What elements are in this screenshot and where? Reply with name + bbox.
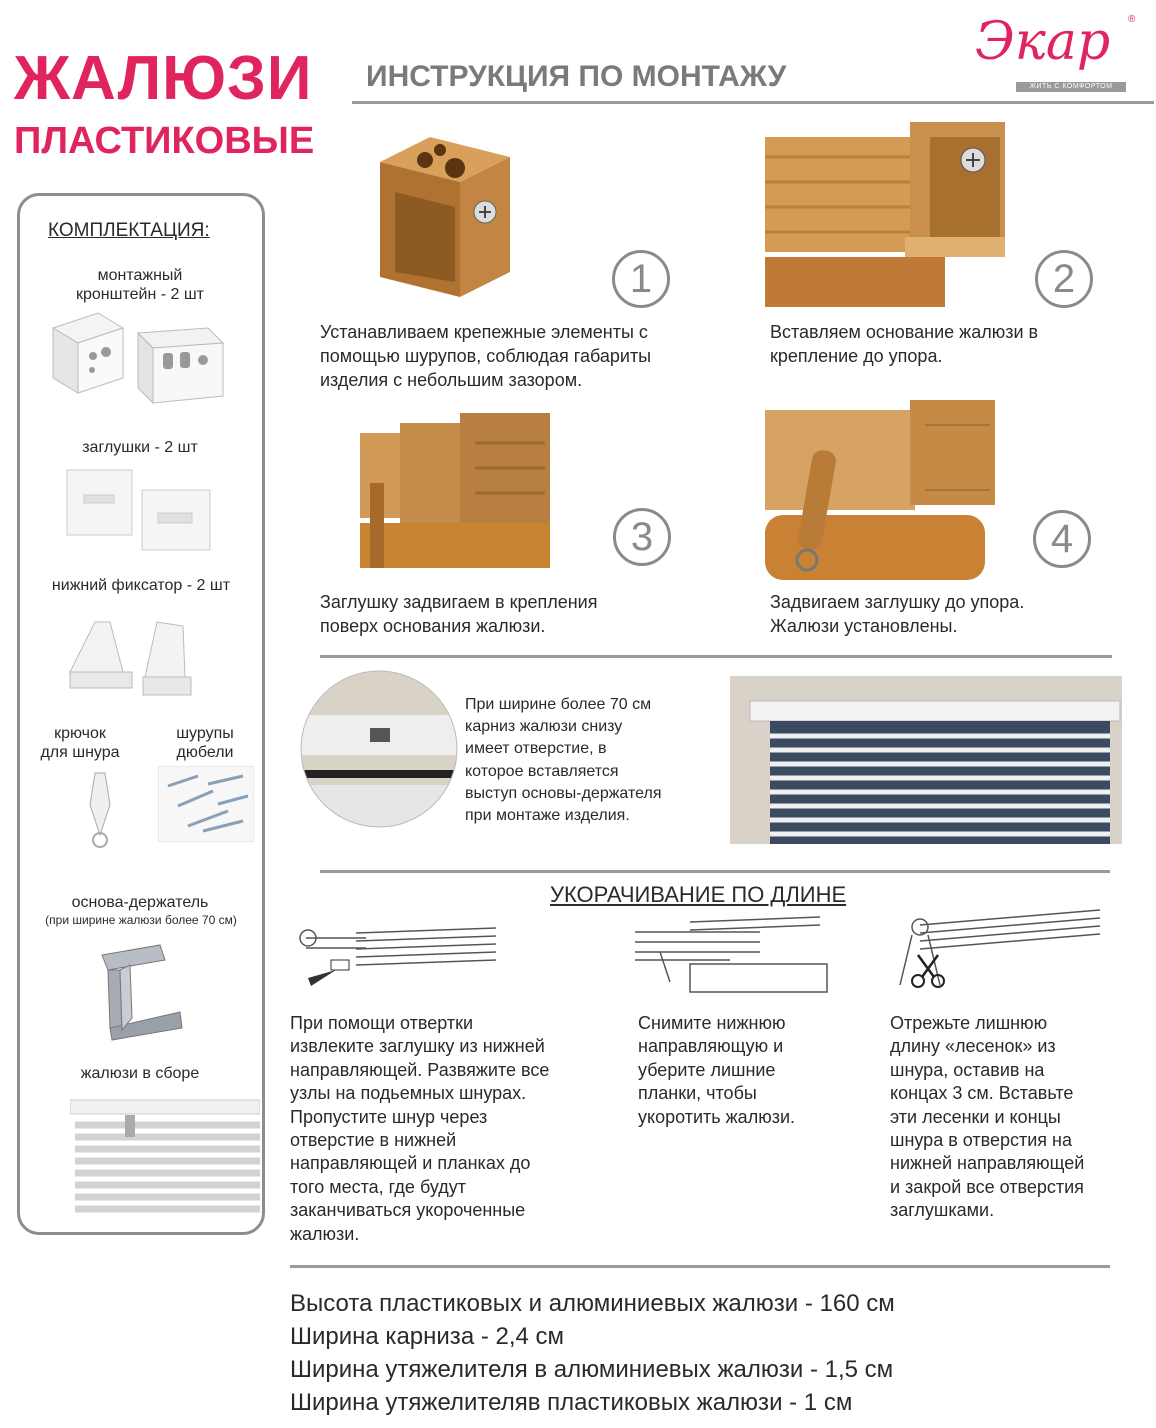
step2-photo [765, 122, 1010, 307]
holder-bracket-icon [90, 940, 190, 1050]
wide-detail-photo [300, 670, 458, 828]
shortening-diagram-1 [296, 908, 506, 993]
shortening-diagram-2 [630, 912, 830, 1002]
page-title: ЖАЛЮЗИ [14, 44, 313, 113]
kit-caps-label: заглушки - 2 шт [82, 439, 198, 456]
bracket-icon [53, 313, 123, 393]
caps-illustration [62, 465, 222, 555]
shortening-step3-text: Отрежьте лишнюю длину «лесенок» из шнура, оставив на концах 3 см. Вставьте эти лесенки и концы шнура в отверстия на нижней направляющей и закрой все отверстия заглушками. [890, 1013, 1085, 1221]
lower-clip-illustration [65, 612, 205, 702]
shortening-step2-text: Снимите нижнюю направляющую и уберите лишние планки, чтобы укоротить жалюзи. [638, 1013, 795, 1127]
end-cap-icon [67, 470, 132, 535]
step2-description: Вставляем основание жалюзи в крепление до упора. [770, 322, 1039, 366]
kit-lower-clip-label: нижний фиксатор - 2 шт [51, 577, 231, 594]
spec-line: Ширина утяжелителя в алюминиевых жалюзи - 1,5 см [290, 1356, 894, 1383]
logo-wordmark: Экар [975, 12, 1111, 72]
kit-hook-label: крючок для шнура [40, 725, 120, 761]
spec-line: Ширина утяжелителяв пластиковых жалюзи - 1 см [290, 1389, 853, 1416]
kit-title: КОМПЛЕКТАЦИЯ: [48, 220, 210, 241]
bracket-illustration [48, 308, 238, 408]
step3-photo [360, 413, 550, 568]
spec-line: Высота пластиковых и алюминиевых жалюзи - 160 см [290, 1290, 895, 1317]
page-subtitle: ИНСТРУКЦИЯ ПО МОНТАЖУ [366, 60, 787, 93]
logo-tagline: ЖИТЬ С КОМФОРТОМ [1016, 82, 1126, 92]
lower-clip-icon [143, 622, 191, 695]
lower-clip-icon [70, 622, 132, 688]
header-divider [352, 101, 1154, 104]
shortening-step1-text: При помощи отвертки извлеките заглушку из нижней направляющей. Развяжите все узлы на подьемных шнурах. Пропустите шнур через отверстие в нижней направляющей и планках до того места, где будут заканчиваться укороченные жалюзи. [290, 1013, 550, 1244]
shortening-title: УКОРАЧИВАНИЕ ПО ДЛИНЕ [550, 882, 847, 907]
page-title-line2: ПЛАСТИКОВЫЕ [14, 120, 315, 162]
cord-hook-icon [70, 765, 130, 855]
shortening-diagram-3 [890, 905, 1100, 995]
section-divider [320, 655, 1112, 658]
step3-description: Заглушку задвигаем в крепления поверх основания жалюзи. [320, 592, 598, 636]
bracket-icon [138, 328, 223, 403]
brand-logo [960, 0, 1150, 100]
step1-description: Устанавливаем крепежные элементы с помощью шурупов, соблюдая габариты изделия с небольшим зазором. [320, 322, 652, 390]
logo-registered-mark: ® [1128, 14, 1136, 25]
window-blinds-photo [730, 676, 1122, 844]
screws-icon [158, 766, 254, 842]
wide-info-text: При ширине более 70 см карниз жалюзи снизу имеет отверстие, в которое вставляется выступ основы-держателя при монтаже изделия. [465, 696, 662, 825]
end-cap-icon [142, 490, 210, 550]
step-number-3: 3 [613, 508, 671, 566]
step4-description: Задвигаем заглушку до упора. Жалюзи установлены. [770, 592, 1025, 636]
assembled-blinds-illustration [70, 1090, 260, 1215]
kit-assembled-label: жалюзи в сборе [80, 1065, 200, 1082]
step-number-2: 2 [1035, 250, 1093, 308]
section-divider [290, 1265, 1110, 1268]
kit-holder-label: основа-держатель [71, 894, 209, 911]
kit-screws-label: шурупы дюбели [176, 725, 234, 761]
section-divider [320, 870, 1110, 873]
spec-line: Ширина карниза - 2,4 см [290, 1323, 565, 1350]
kit-holder-note: (при ширине жалюзи более 70 см) [45, 913, 237, 927]
step-number-1: 1 [612, 250, 670, 308]
step4-photo [765, 400, 995, 580]
step-number-4: 4 [1033, 510, 1091, 568]
step1-photo [370, 132, 520, 302]
kit-bracket-label: монтажный кронштейн - 2 шт [75, 267, 204, 303]
